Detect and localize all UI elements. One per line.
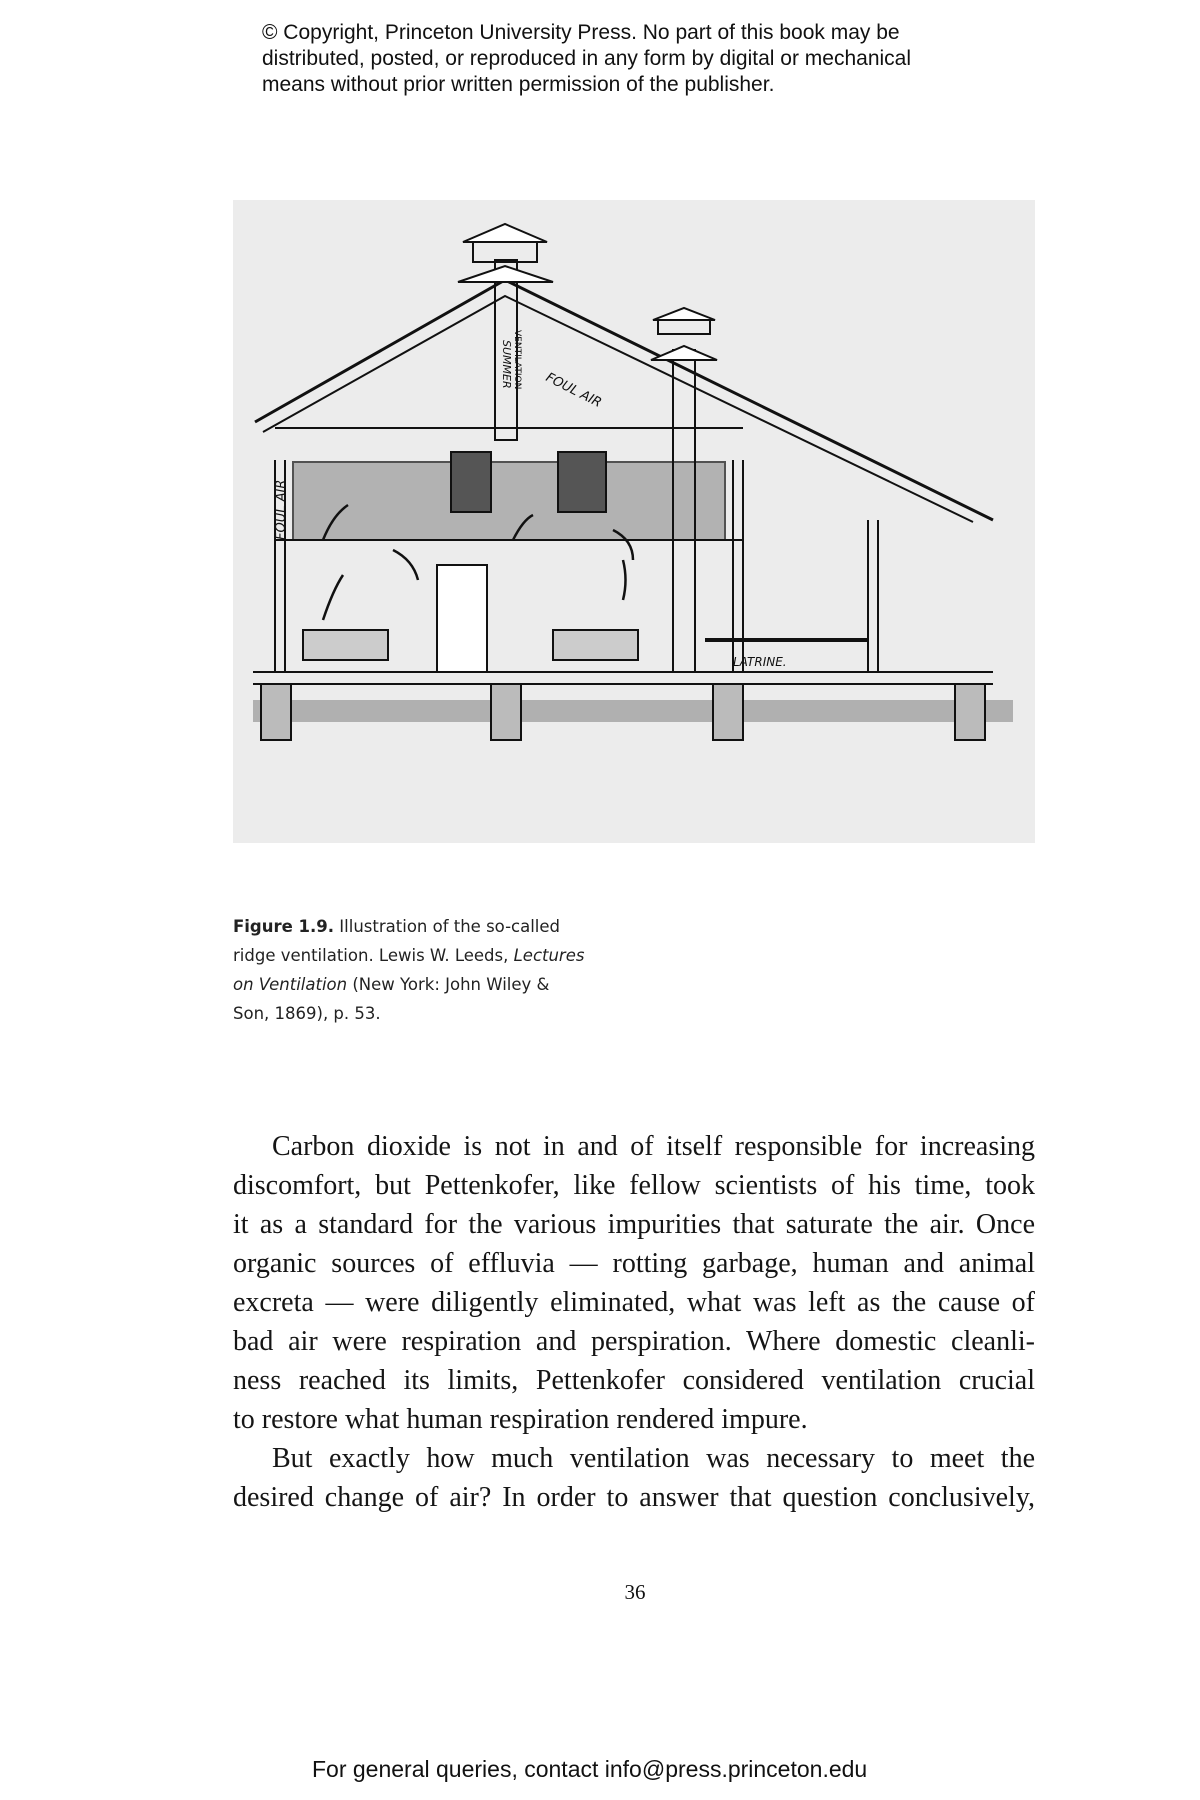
body-line: bad air were respiration and perspiration. Where domestic cleanli- [233,1326,1035,1357]
body-line: it as a standard for the various impurities that saturate the air. Once [233,1209,1035,1240]
caption-text: ridge ventilation. Lewis W. Leeds, [233,946,514,965]
caption-text: (New York: John Wiley & [347,975,550,994]
caption-title: on Ventilation [233,975,348,994]
copyright-line: distributed, posted, or reproduced in any form by digital or mechanical [262,47,912,70]
body-line: ness reached its limits, Pettenkofer considered ventilation crucial [233,1365,1035,1396]
caption-title: Lectures [513,946,585,965]
label-foul-air-wall: FOUL AIR [274,479,289,540]
footer-contact: For general queries, contact info@press.princeton.edu [312,1756,868,1782]
copyright-notice [262,20,911,98]
figure-caption [233,912,633,1028]
label-latrine: LATRINE. [733,655,787,669]
label-foul-air-roof: FOUL AIR [543,370,604,411]
body-line: desired change of air? In order to answer that question conclusively, [233,1482,1035,1513]
body-text [233,1127,1035,1517]
copyright-line: means without prior written permission of the publisher. [262,73,775,96]
caption-text: Illustration of the so-called [334,917,561,936]
figure-label: Figure 1.9. [233,917,335,936]
caption-text: Son, 1869), p. 53. [233,1004,381,1023]
body-line: excreta — were diligently eliminated, what was left as the cause of [233,1287,1035,1318]
label-summer: SUMMER [500,340,513,389]
ventilation-illustration [233,200,1035,843]
page-number: 36 [624,1580,646,1604]
body-line: discomfort, but Pettenkofer, like fellow scientists of his time, took [233,1170,1035,1201]
label-ventilation: VENTILATION [512,330,522,390]
copyright-line: © Copyright, Princeton University Press. No part of this book may be [262,21,900,44]
body-line: But exactly how much ventilation was necessary to meet the [272,1443,1035,1474]
body-line: to restore what human respiration rendered impure. [233,1404,808,1435]
clerestory [293,462,725,540]
body-line: organic sources of effluvia — rotting garbage, human and animal [233,1248,1035,1279]
ground-hatch [253,700,1013,722]
body-line: Carbon dioxide is not in and of itself responsible for increasing [272,1131,1035,1162]
